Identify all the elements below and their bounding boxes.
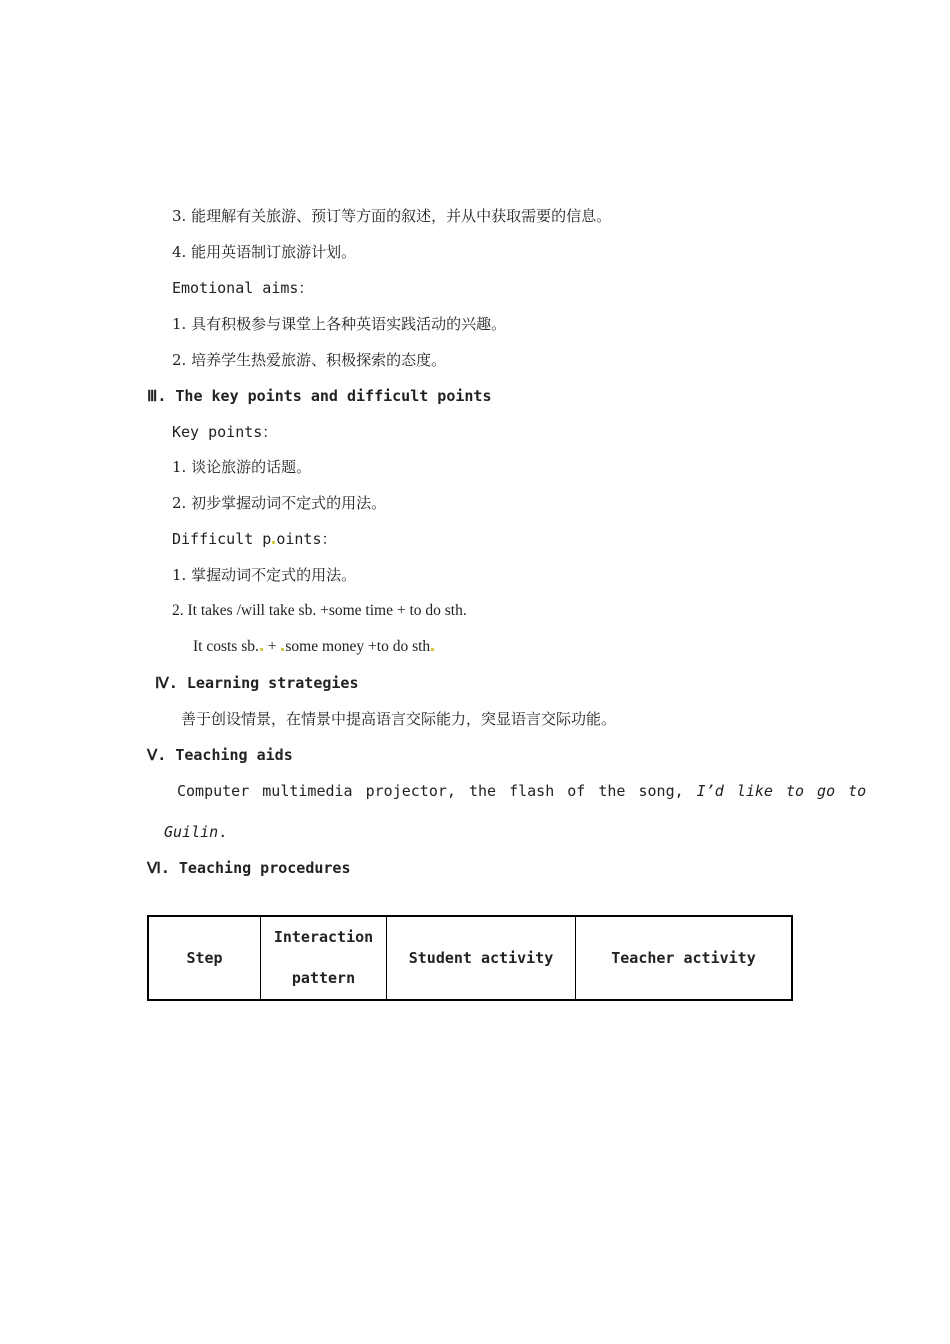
header-interaction-pattern: [261, 916, 387, 1000]
ability-item-4: 4. 能用英语制订旅游计划。: [172, 243, 357, 261]
difficult-point-2: 2. It takes /will take sb. +some time + to do sth.: [172, 602, 467, 619]
section-5-heading: Ⅴ. Teaching aids: [147, 746, 293, 764]
costs-part-b: +: [263, 638, 281, 655]
key-point-2: 2. 初步掌握动词不定式的用法。: [172, 494, 387, 512]
learning-strategies-text: 善于创设情景，在情景中提高语言交际能力，突显语言交际功能。: [181, 710, 617, 728]
header-student-activity: Student activity: [387, 916, 576, 1000]
difficult-heading-part-b: oints：: [276, 530, 337, 548]
key-point-1: 1. 谈论旅游的话题。: [172, 458, 312, 476]
difficult-points-heading: [172, 529, 337, 549]
mark-dot: [281, 648, 284, 651]
table-header-row: [148, 916, 792, 1000]
header-interaction-line2: pattern: [291, 969, 356, 987]
mark-dot: [431, 648, 434, 651]
key-points-heading: Key points：: [172, 423, 278, 441]
teaching-aids-text-cont: [164, 822, 227, 842]
emotional-item-2: 2. 培养学生热爱旅游、积极探索的态度。: [172, 351, 447, 369]
song-title-part-1: I’d like to go to: [696, 782, 867, 800]
section-4-heading: Ⅳ. Learning strategies: [155, 674, 359, 692]
section-3-heading: Ⅲ. The key points and difficult points: [147, 387, 492, 405]
section-6-heading: Ⅵ. Teaching procedures: [147, 859, 351, 877]
mark-dot: [260, 648, 263, 651]
teaching-aids-text: [177, 781, 866, 801]
song-title-part-2: Guilin: [164, 823, 219, 841]
emotional-aims-heading: Emotional aims：: [172, 279, 314, 297]
ability-item-3: 3. 能理解有关旅游、预订等方面的叙述，并从中获取需要的信息。: [172, 207, 612, 225]
header-interaction-line1: Interaction: [273, 928, 374, 946]
teaching-aids-plain: Computer multimedia projector, the flash of the song,: [177, 782, 684, 800]
teaching-procedures-table: [147, 915, 793, 1001]
difficult-heading-part-a: Difficult p: [172, 530, 272, 548]
header-step: Step: [148, 916, 261, 1000]
difficult-point-2-costs: [193, 637, 435, 657]
teaching-aids-end: .: [218, 823, 228, 841]
costs-part-c: some money +to do sth: [285, 638, 431, 655]
header-teacher-activity: Teacher activity: [576, 916, 793, 1000]
emotional-item-1: 1. 具有积极参与课堂上各种英语实践活动的兴趣。: [172, 315, 507, 333]
costs-part-a: It costs sb.: [193, 638, 259, 655]
mark-dot: [272, 541, 275, 544]
difficult-point-1: 1. 掌握动词不定式的用法。: [172, 566, 357, 584]
